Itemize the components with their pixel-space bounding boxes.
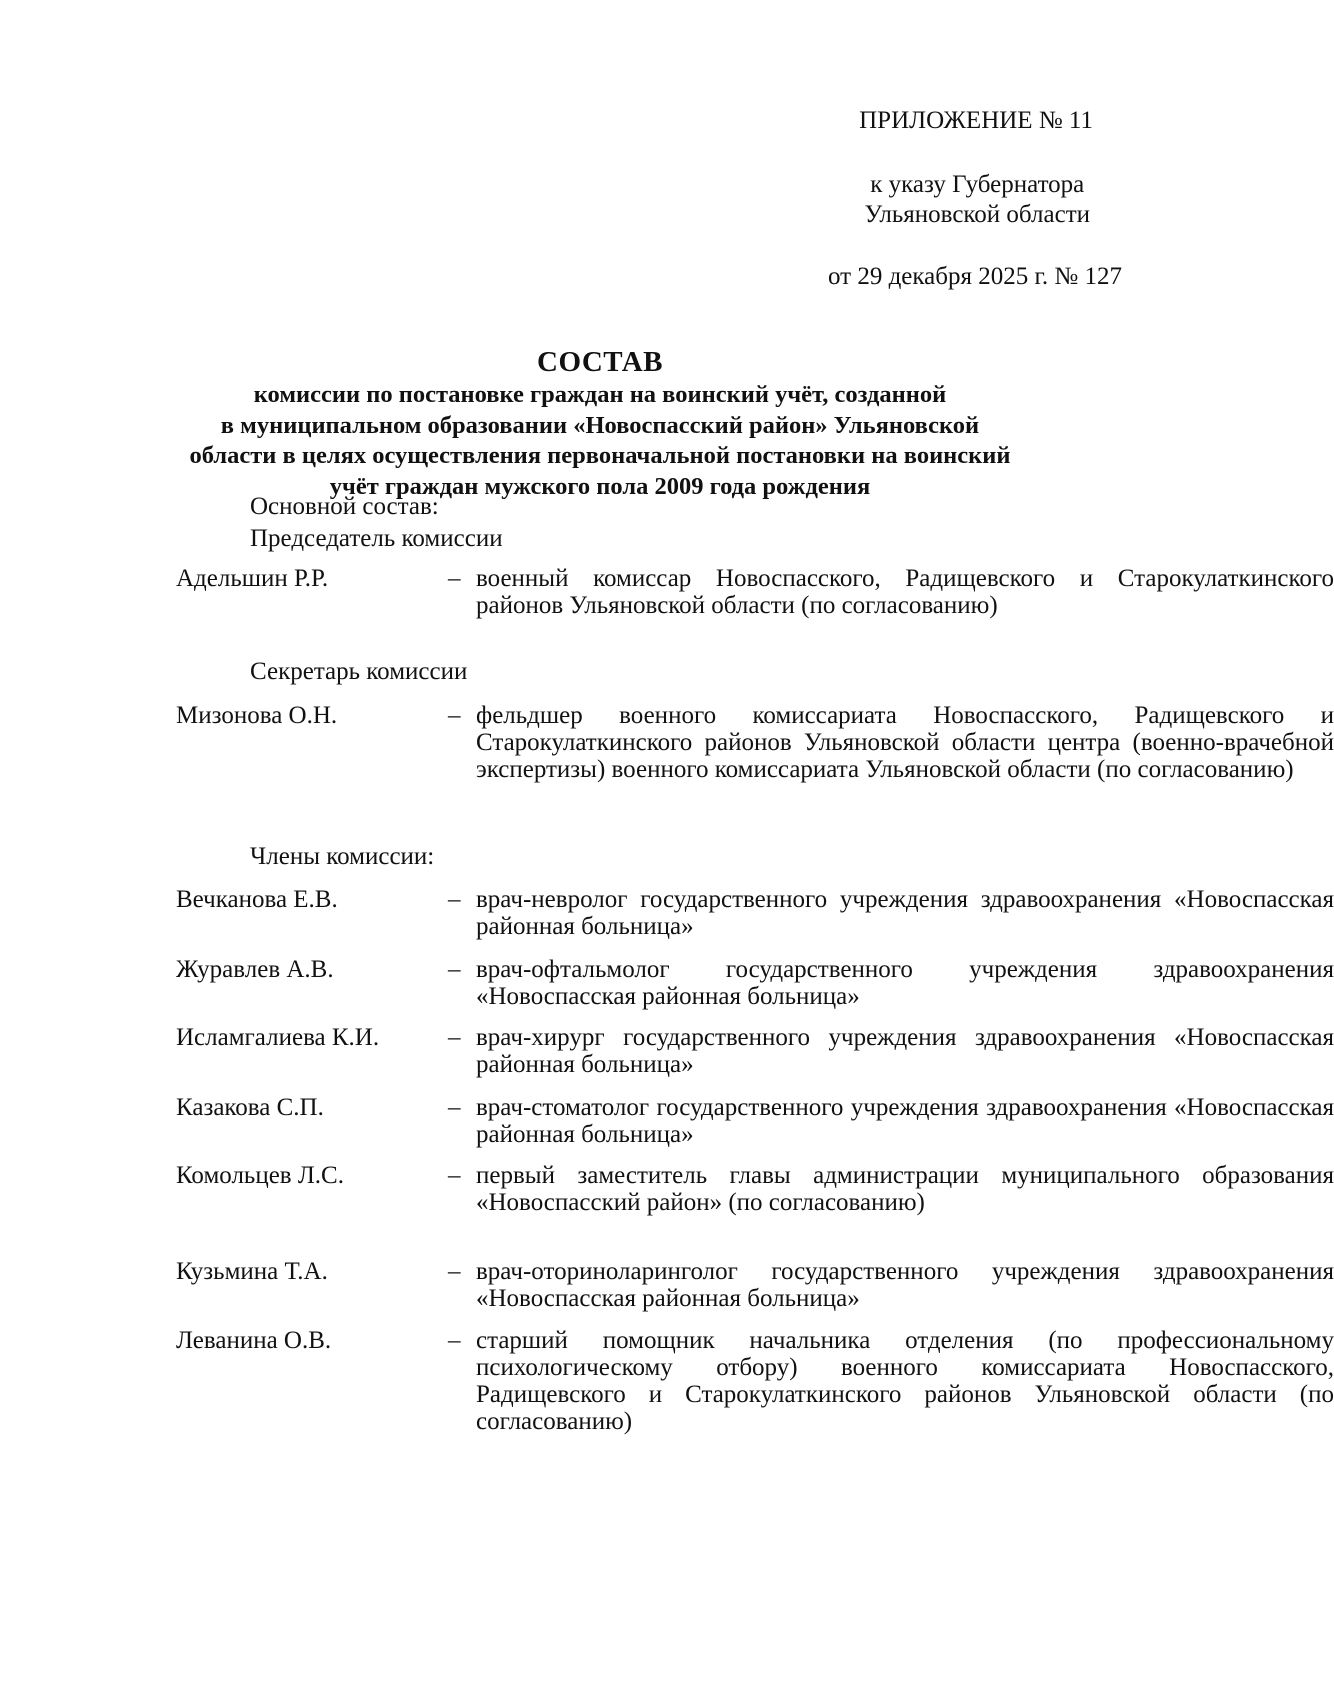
member-role: фельдшер военного комиссариата Новоспасского, Радищевского и Старокулаткинского районов Ульяновской области центра (военно-врачебной экспертизы) военного комиссариата Ульяновской области (по согласованию) [476,702,1334,783]
section-members: Члены комиссии: [250,843,435,870]
annex-number: ПРИЛОЖЕНИЕ № 11 [859,107,1093,134]
section-chairman: Председатель комиссии [250,525,503,552]
member-role: врач-оториноларинголог государственного учреждения здравоохранения «Новоспасская районная больница» [476,1258,1334,1312]
member-role: первый заместитель главы администрации муниципального образования «Новоспасский район» (по согласованию) [476,1162,1334,1216]
member-name: Исламгалиева К.И. [176,1024,380,1051]
title-line-3: области в целях осуществления первоначальной постановки на воинский [189,442,1011,469]
member-role: военный комиссар Новоспасского, Радищевского и Старокулаткинского районов Ульяновской области (по согласованию) [476,565,1334,619]
member-name: Вечканова Е.В. [176,886,338,913]
annex-decree [865,170,1090,230]
member-role: старший помощник начальника отделения (по профессиональному психологическому отбору) военного комиссариата Новоспасского, Радищевского и Старокулаткинского районов Ульяновской области (по согласованию) [476,1327,1334,1435]
section-main-composition: Основной состав: [250,493,439,520]
title-line-4: учёт граждан мужского пола 2009 года рождения [329,472,871,500]
dash: – [448,702,461,729]
dash: – [448,1162,461,1189]
title-line-2: в муниципальном образовании «Новоспасский район» Ульяновской [220,411,980,439]
member-role: врач-невролог государственного учреждения здравоохранения «Новоспасская районная больница» [476,886,1334,940]
dash: – [448,565,461,592]
dash: – [448,1258,461,1285]
member-name: Кузьмина Т.А. [176,1258,328,1285]
member-name: Казакова С.П. [176,1094,324,1121]
annex-date: от 29 декабря 2025 г. № 127 [827,263,1122,290]
member-name: Мизонова О.Н. [176,702,338,729]
dash: – [448,886,461,913]
member-role: врач-хирург государственного учреждения здравоохранения «Новоспасская районная больница» [476,1024,1334,1078]
member-name: Адельшин Р.Р. [176,565,329,592]
decree-line-1: к указу Губернатора [870,171,1085,198]
dash: – [448,1327,461,1354]
title-main: СОСТАВ [537,346,663,378]
dash: – [448,956,461,983]
section-secretary: Секретарь комиссии [250,658,468,685]
member-role: врач-офтальмолог государственного учреждения здравоохранения «Новоспасская районная больница» [476,956,1334,1010]
decree-line-2: Ульяновской области [864,201,1090,228]
dash: – [448,1024,461,1051]
member-name: Журавлев А.В. [176,956,334,983]
member-role: врач-стоматолог государственного учреждения здравоохранения «Новоспасская районная больница» [476,1094,1334,1148]
member-name: Комольцев Л.С. [176,1162,344,1189]
document-title [150,344,1050,502]
member-name: Леванина О.В. [176,1327,332,1354]
title-line-1: комиссии по постановке граждан на воинский учёт, созданной [253,381,947,408]
dash: – [448,1094,461,1121]
